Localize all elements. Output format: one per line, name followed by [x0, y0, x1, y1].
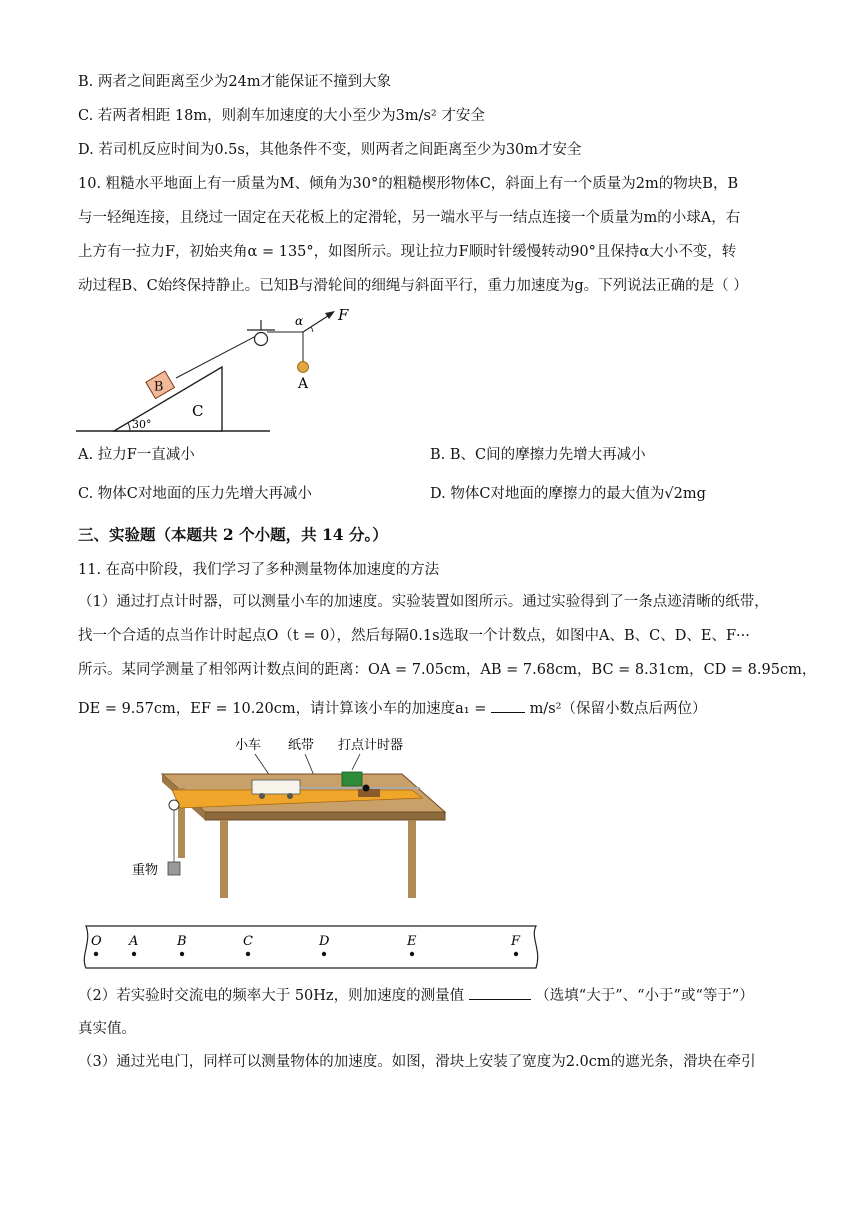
tape-point-label: A: [129, 934, 139, 949]
tape-point-dot: [180, 952, 184, 956]
tape-point-label: C: [243, 934, 253, 949]
alpha-label: α: [295, 314, 304, 328]
q11-part2-end: 真实值。: [78, 1021, 136, 1037]
force-f-label: F: [338, 306, 349, 324]
q10-knot-figure: [255, 300, 375, 400]
section-3-title: 三、实验题（本题共 2 个小题，共 14 分。）: [78, 525, 388, 544]
q10-stem-line: 上方有一拉力F，初始夹角α = 135°，如图所示。现让拉力F顺时针缓慢转动90°且保持α大小不变，转: [78, 244, 737, 260]
cart-label: 小车: [235, 738, 262, 753]
tape-point-label: O: [91, 934, 102, 949]
q10-option-b: B. B、C间的摩擦力先增大再减小: [430, 447, 646, 463]
q9-option-d: D. 若司机反应时间为0.5s，其他条件不变，则两者之间距离至少为30m才安全: [78, 142, 582, 158]
q11-part1-line: 所示。某同学测量了相邻两计数点间的距离：OA = 7.05cm，AB = 7.68cm，BC = 8.31cm，CD = 8.95cm，: [78, 662, 817, 678]
q11-part1-last-text: DE = 9.57cm，EF = 10.20cm，请计算该小车的加速度a₁ =: [78, 701, 487, 717]
q11-part1-line: （1）通过打点计时器，可以测量小车的加速度。实验装置如图所示。通过实验得到了一条点迹清晰的纸带，: [78, 594, 769, 610]
q11-part2-line: [78, 986, 754, 1006]
q10-option-d: D. 物体C对地面的摩擦力的最大值为√2mg: [430, 486, 706, 502]
tape-point-dot: [94, 952, 98, 956]
tape-point-dot: [410, 952, 414, 956]
angle-30-label: 30°: [132, 418, 152, 431]
ball-a-label: A: [298, 376, 309, 392]
q11-apparatus-figure: [130, 732, 460, 902]
timer-label: 打点计时器: [338, 738, 404, 753]
q9-option-b: B. 两者之间距离至少为24m才能保证不撞到大象: [78, 74, 392, 90]
q11-part2-text: （2）若实验时交流电的频率大于 50Hz，则加速度的测量值: [78, 988, 465, 1004]
tape-point-label: E: [407, 934, 417, 949]
q10-stem-line: 与一轻绳连接，且绕过一固定在天花板上的定滑轮，另一端水平与一结点连接一个质量为m的小球A，右: [78, 210, 741, 226]
tape-point-dot: [514, 952, 518, 956]
q11-part2-hint: （选填“大于”、“小于”或“等于”）: [535, 988, 754, 1004]
q10-option-a: A. 拉力F一直减小: [78, 447, 195, 463]
frequency-answer-blank[interactable]: [469, 999, 531, 1000]
tape-point-label: F: [511, 934, 521, 949]
weight-label: 重物: [132, 863, 159, 878]
q11-part3-line: （3）通过光电门，同样可以测量物体的加速度。如图，滑块上安装了宽度为2.0cm的遮光条，滑块在牵引: [78, 1054, 756, 1070]
wedge-c-label: C: [192, 402, 204, 420]
tape-point-dot: [132, 952, 136, 956]
acceleration-answer-blank[interactable]: [491, 712, 525, 713]
tape-point-label: D: [319, 934, 330, 949]
q11-part1-line: 找一个合适的点当作计时起点O（t = 0），然后每隔0.1s选取一个计数点，如图中A、B、C、D、E、F···: [78, 628, 750, 644]
q11-part1-unit: m/s²（保留小数点后两位）: [529, 701, 707, 717]
tape-point-dot: [246, 952, 250, 956]
q10-option-c: C. 物体C对地面的压力先增大再减小: [78, 486, 312, 502]
q10-incline-figure: [70, 300, 280, 440]
tape-point-label: B: [177, 934, 187, 949]
q11-part1-last-line: [78, 699, 706, 719]
q10-stem-line: 10. 粗糙水平地面上有一质量为M、倾角为30°的粗糙楔形物体C，斜面上有一个质量为2m的物块B，B: [78, 176, 739, 192]
q9-option-c: C. 若两者相距 18m，则刹车加速度的大小至少为3m/s² 才安全: [78, 108, 485, 124]
q10-stem-line: 动过程B、C始终保持静止。已知B与滑轮间的细绳与斜面平行，重力加速度为g。下列说法正确的是（ ）: [78, 278, 748, 294]
paper-tape-figure: [74, 920, 544, 976]
tape-point-dot: [322, 952, 326, 956]
tape-label: 纸带: [288, 738, 315, 753]
block-b-label: B: [153, 379, 164, 395]
q11-intro: 11. 在高中阶段，我们学习了多种测量物体加速度的方法: [78, 562, 440, 578]
